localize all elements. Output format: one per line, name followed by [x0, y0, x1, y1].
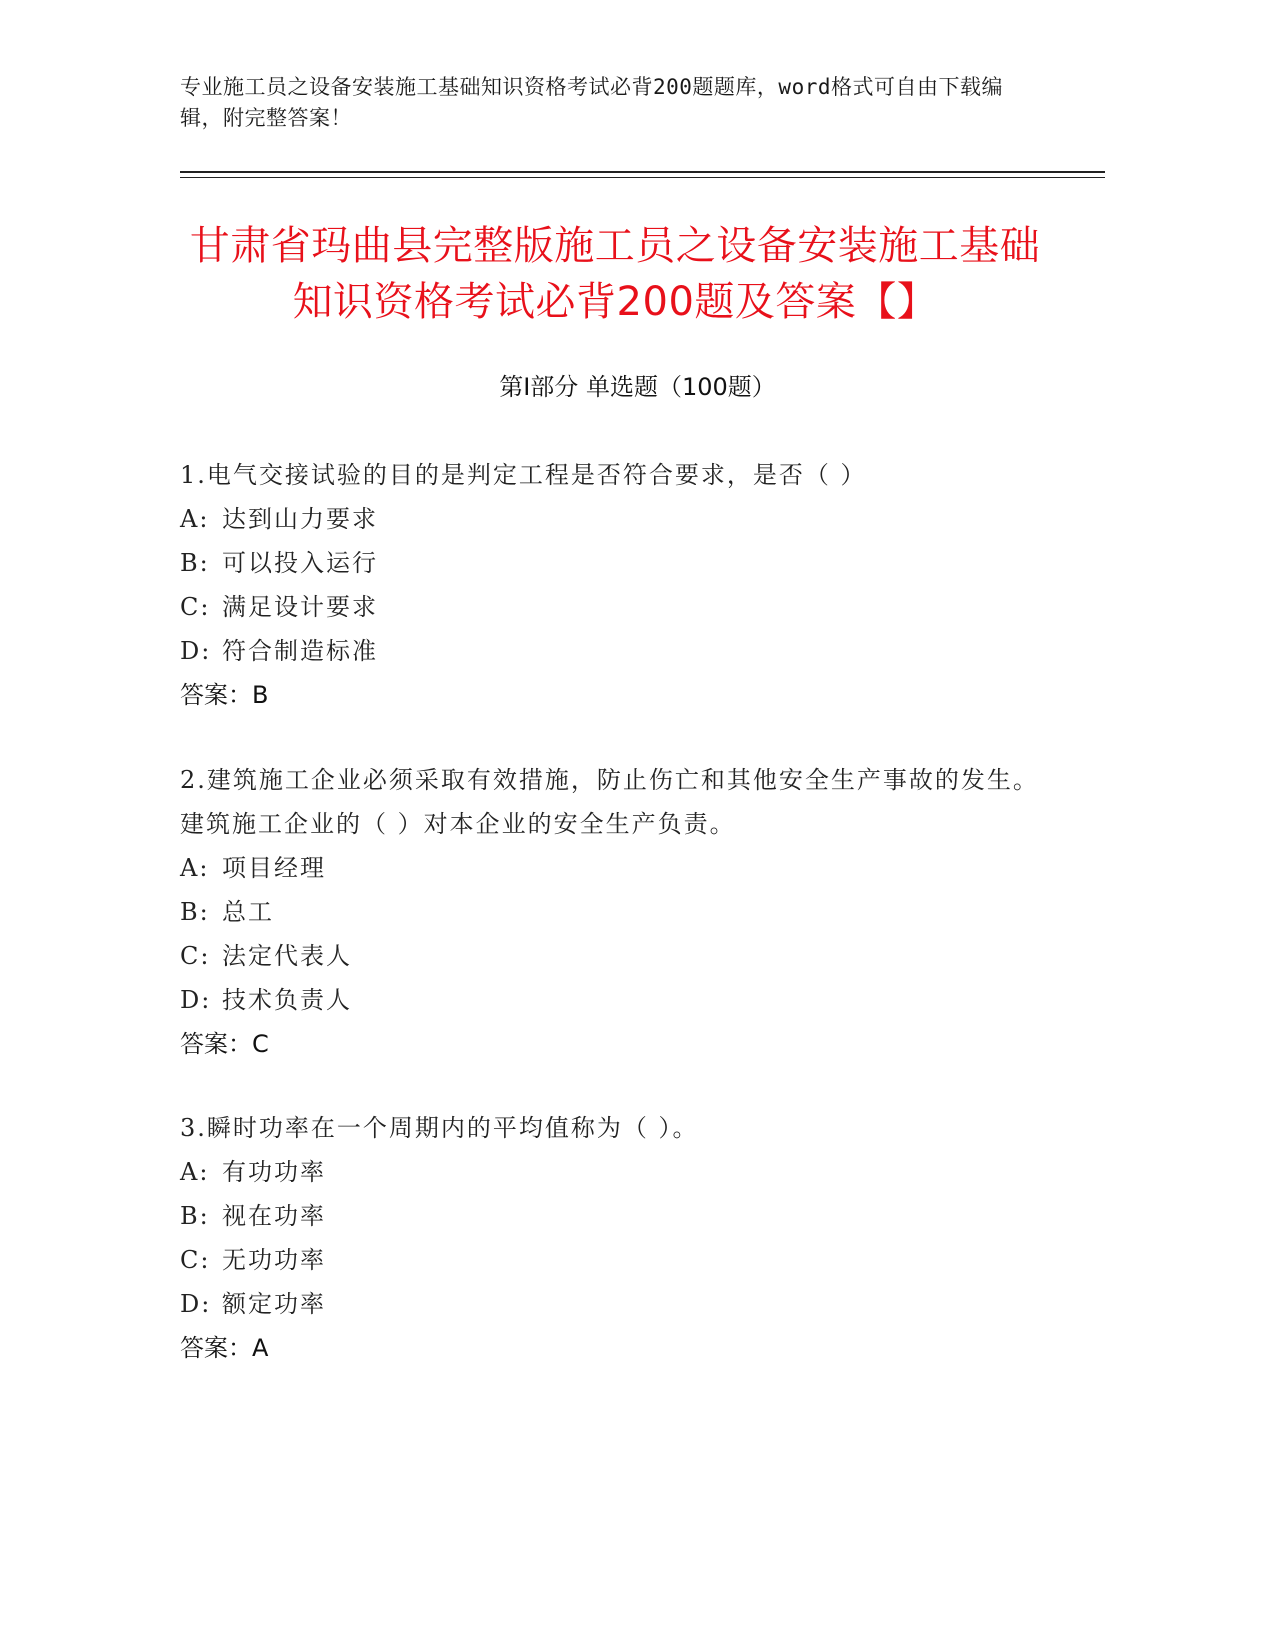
option-text: 无功功率: [222, 1246, 326, 1274]
option-text: 有功功率: [222, 1158, 326, 1186]
option-text: 技术负责人: [222, 986, 352, 1014]
option-text: 项目经理: [222, 854, 326, 882]
document-title: 甘肃省玛曲县完整版施工员之设备安装施工基础知识资格考试必背200题及答案【】: [189, 223, 1041, 325]
option-key: D:: [180, 1290, 212, 1318]
option-key: C:: [180, 1246, 211, 1274]
option-a: [180, 497, 1060, 541]
question-stem: 3.瞬时功率在一个周期内的平均值称为（ ）。: [180, 1114, 699, 1142]
option-key: C:: [180, 942, 211, 970]
option-key: D:: [180, 637, 212, 665]
option-key: B:: [180, 898, 210, 926]
option-key: C:: [180, 593, 211, 621]
option-b: [180, 890, 1060, 934]
option-d: [180, 1282, 1060, 1326]
option-key: B:: [180, 549, 210, 577]
option-d: [180, 978, 1060, 1022]
option-text: 可以投入运行: [222, 549, 378, 577]
answer: 答案：B: [180, 681, 269, 709]
option-text: 满足设计要求: [222, 593, 378, 621]
option-text: 视在功率: [222, 1202, 326, 1230]
option-c: [180, 934, 1060, 978]
option-a: [180, 846, 1060, 890]
question-2: [180, 758, 1060, 1066]
question-3: [180, 1106, 1060, 1370]
option-c: [180, 1238, 1060, 1282]
option-a: [180, 1150, 1060, 1194]
option-b: [180, 541, 1060, 585]
header-note: 专业施工员之设备安装施工基础知识资格考试必背200题题库，word格式可自由下载编辑，附完整答案！: [180, 75, 1003, 130]
answer: 答案：A: [180, 1334, 269, 1362]
section-title: 第Ⅰ部分 单选题（100题）: [499, 373, 776, 401]
option-text: 法定代表人: [222, 942, 352, 970]
option-text: 达到山力要求: [222, 505, 378, 533]
question-stem: 1.电气交接试验的目的是判定工程是否符合要求，是否（ ）: [180, 461, 867, 489]
answer: 答案：C: [180, 1030, 269, 1058]
option-b: [180, 1194, 1060, 1238]
header-divider-thick: [180, 171, 1105, 173]
option-c: [180, 585, 1060, 629]
question-stem: 2.建筑施工企业必须采取有效措施，防止伤亡和其他安全生产事故的发生。建筑施工企业的（ ）对本企业的安全生产负责。: [180, 766, 1039, 838]
option-key: D:: [180, 986, 212, 1014]
header-divider-thin: [180, 177, 1105, 178]
option-key: A:: [180, 854, 210, 882]
option-text: 符合制造标准: [222, 637, 378, 665]
option-key: A:: [180, 1158, 210, 1186]
option-text: 总工: [222, 898, 274, 926]
option-d: [180, 629, 1060, 673]
option-text: 额定功率: [222, 1290, 326, 1318]
option-key: B:: [180, 1202, 210, 1230]
question-1: [180, 453, 1060, 717]
option-key: A:: [180, 505, 210, 533]
